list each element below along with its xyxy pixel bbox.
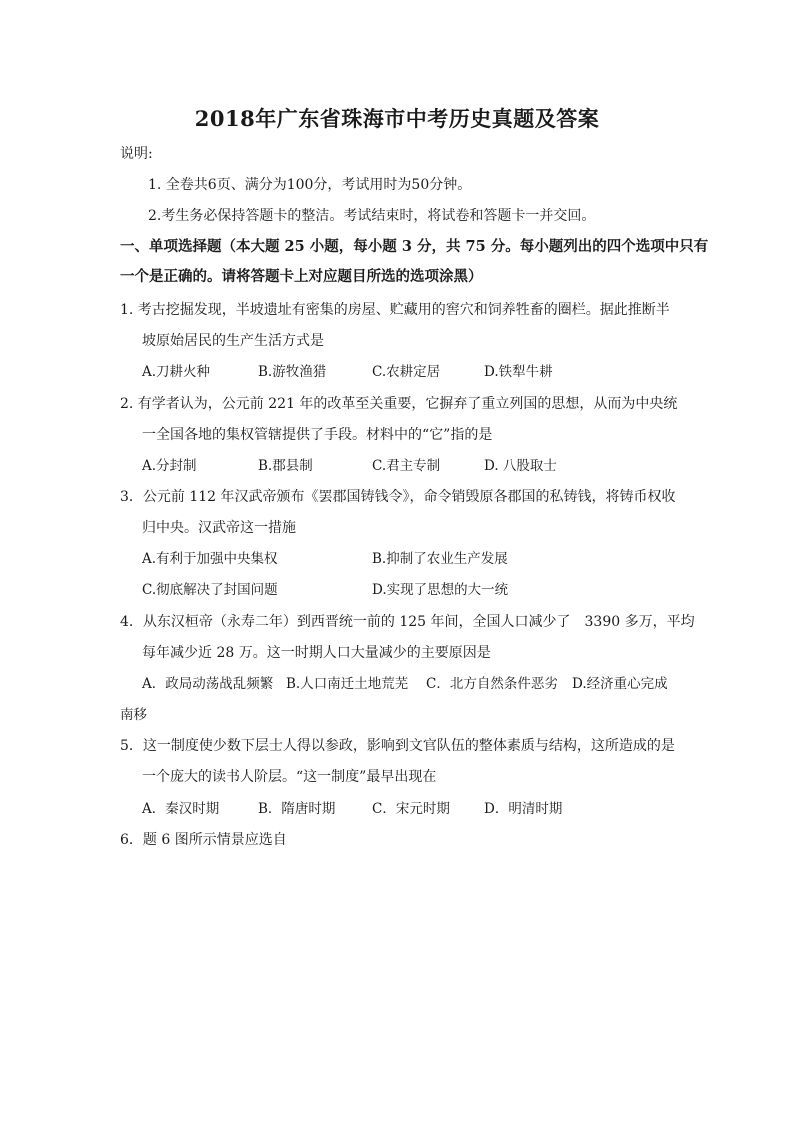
question-4-option-b: B.人口南迁土地荒芜 — [286, 676, 409, 692]
question-3-option-d: D.实现了思想的大一统 — [372, 582, 509, 598]
question-3-stem-line-1: 3．公元前 112 年汉武帝颁布《罢郡国铸钱令》，命令销毁原各郡国的私铸钱，将铸币权收 — [120, 489, 676, 505]
question-5-option-c: C．宋元时期 — [372, 801, 450, 817]
intro-item-1: 1. 全卷共6页、满分为100分，考试用时为50分钟。 — [148, 177, 472, 193]
question-1-option-b: B.游牧渔猎 — [258, 364, 327, 380]
question-1-option-a: A.刀耕火种 — [142, 364, 211, 380]
question-4-option-c: C．北方自然条件恶劣 — [426, 676, 558, 692]
intro-label: 说明: — [120, 146, 153, 162]
question-3-option-b: B.抑制了农业生产发展 — [372, 551, 508, 567]
question-2-option-b: B.郡县制 — [258, 458, 313, 474]
page-title: 2018年广东省珠海市中考历史真题及答案 — [194, 106, 600, 131]
question-3-option-a: A.有利于加强中央集权 — [142, 551, 278, 567]
question-1-option-d: D.铁犁牛耕 — [484, 364, 553, 380]
question-5-option-a: A．秦汉时期 — [142, 801, 220, 817]
intro-item-2: 2.考生务必保持答题卡的整洁。考试结束时，将试卷和答题卡一并交回。 — [148, 208, 596, 224]
question-5-option-b: B．隋唐时期 — [258, 801, 336, 817]
question-2-stem-line-1: 2. 有学者认为，公元前 221 年的改革至关重要，它摒弃了重立列国的思想，从而为中央统 — [120, 396, 678, 412]
question-2-option-d: D. 八股取士 — [484, 458, 557, 474]
section-heading-line-1: 一、单项选择题（本大题 25 小题，每小题 3 分，共 75 分。每小题列出的四个选项中只有 — [120, 238, 709, 255]
question-1-option-c: C.农耕定居 — [372, 364, 441, 380]
question-2-option-c: C.君主专制 — [372, 458, 441, 474]
question-2-stem-line-2: 一全国各地的集权管辖提供了手段。材料中的“它”指的是 — [142, 427, 493, 443]
question-4-option-d: D.经济重心完成 — [572, 676, 668, 692]
question-5-stem-line-1: 5．这一制度使少数下层士人得以参政，影响到文官队伍的整体素质与结构，这所造成的是 — [120, 738, 675, 754]
question-1-stem-line-1: 1. 考古挖掘发现，半坡遗址有密集的房屋、贮藏用的窖穴和饲养牲畜的圈栏。据此推断半 — [120, 302, 670, 318]
question-4-option-a: A．政局动荡战乱频繁 — [142, 676, 274, 692]
section-heading-line-2: 一个是正确的。请将答题卡上对应题目所选的选项涂黑） — [120, 268, 483, 285]
question-5-option-d: D．明清时期 — [484, 801, 563, 817]
question-4-stem-line-2: 每年减少近 28 万。这一时期人口大量减少的主要原因是 — [142, 645, 491, 661]
question-1-stem-line-2: 坡原始居民的生产生活方式是 — [142, 333, 324, 349]
question-3-stem-line-2: 归中央。汉武帝这一措施 — [142, 520, 296, 536]
question-3-option-c: C.彻底解决了封国问题 — [142, 582, 278, 598]
question-2-option-a: A.分封制 — [142, 458, 197, 474]
question-6-stem-line-1: 6．题 6 图所示情景应选自 — [120, 832, 287, 848]
question-4-option-d-wrap: 南移 — [120, 707, 147, 723]
question-4-stem-line-1: 4．从东汉桓帝（永寿二年）到西晋统一前的 125 年间，全国人口减少了 3390 多万，平均 — [120, 614, 695, 630]
question-5-stem-line-2: 一个庞大的读书人阶层。“这一制度”最早出现在 — [142, 769, 437, 785]
